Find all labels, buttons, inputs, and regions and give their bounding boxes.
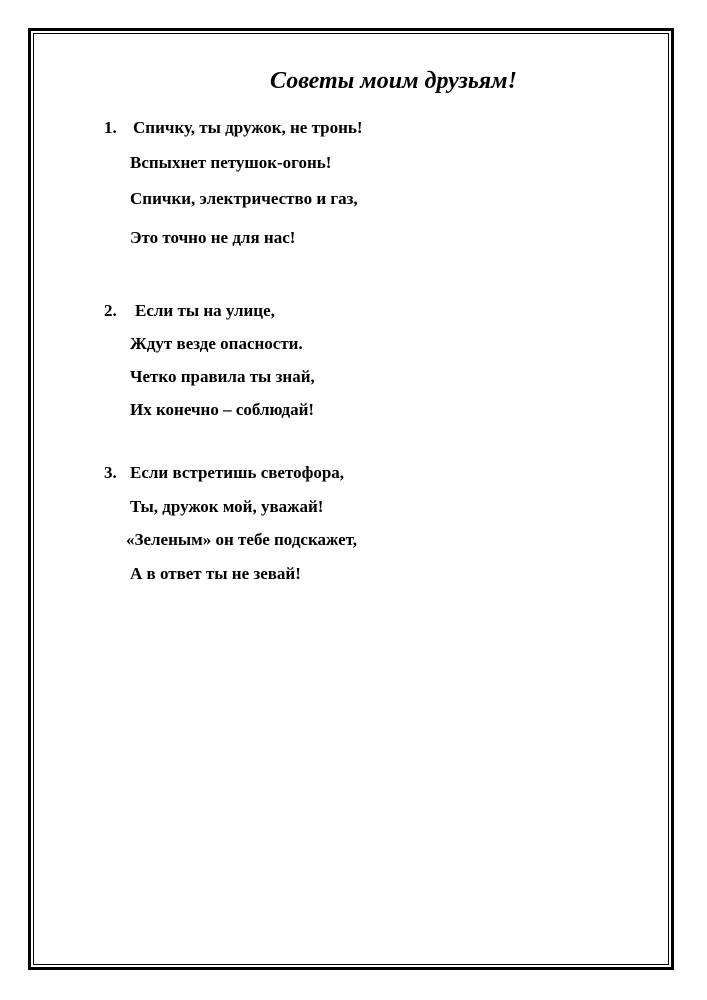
verse-line: Спички, электричество и газ, xyxy=(130,189,358,208)
verse-line: Если встретишь светофора, xyxy=(130,463,345,482)
verse-line: Вспыхнет петушок-огонь! xyxy=(130,153,332,172)
verse-number: 1. xyxy=(104,118,117,137)
verse-line: «Зеленым» он тебе подскажет, xyxy=(126,530,357,549)
verse-number: 3. xyxy=(104,463,117,482)
verse-line: Спичку, ты дружок, не тронь! xyxy=(133,118,363,137)
verse-line: Если ты на улице, xyxy=(135,301,275,320)
verse-line: Ты, дружок мой, уважай! xyxy=(130,497,324,516)
page-title: Советы моим друзьям! xyxy=(270,68,517,94)
verse-line: Это точно не для нас! xyxy=(130,228,296,247)
verse-line: Четко правила ты знай, xyxy=(130,367,315,386)
verse-line: А в ответ ты не зевай! xyxy=(130,564,301,583)
verse-line: Ждут везде опасности. xyxy=(130,334,303,353)
page-border-inner xyxy=(33,33,669,965)
verse-line: Их конечно – соблюдай! xyxy=(130,400,315,419)
verse-number: 2. xyxy=(104,301,117,320)
